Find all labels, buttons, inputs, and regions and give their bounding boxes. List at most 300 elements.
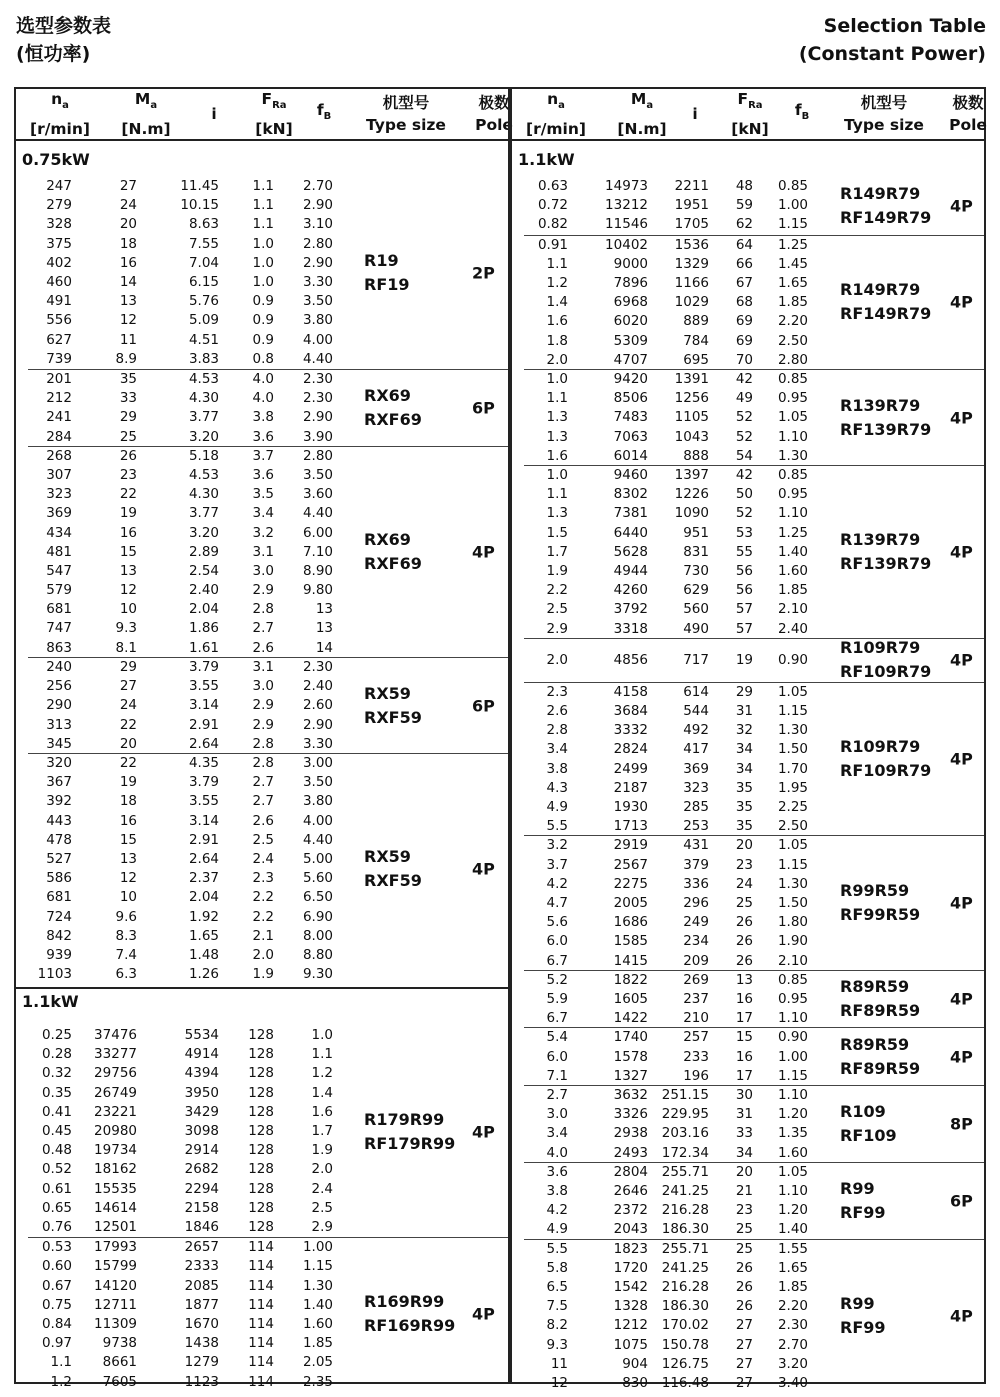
type-size-rf: RF109	[840, 1125, 897, 1145]
cell-fb: 2.05	[302, 1354, 333, 1371]
cell-i: 2.04	[188, 889, 219, 906]
header-fb-subscript: B	[323, 111, 332, 123]
cell-fb: 4.00	[302, 812, 333, 829]
cell-i: 431	[683, 837, 709, 854]
cell-na: 6.7	[546, 952, 568, 969]
cell-ma: 11	[119, 331, 137, 348]
cell-fb: 3.30	[302, 735, 333, 752]
type-size	[840, 879, 920, 927]
group-r149r79-4p	[524, 177, 984, 235]
cell-i: 116.48	[661, 1374, 709, 1391]
cell-fb: 2.35	[302, 1373, 333, 1390]
cell-fra: 2.3	[252, 870, 274, 887]
cell-ma: 14	[119, 273, 137, 290]
cell-fra: 20	[735, 1163, 753, 1180]
cell-na: 8.2	[546, 1317, 568, 1334]
cell-na: 3.4	[546, 1125, 568, 1142]
cell-fra: 2.5	[252, 831, 274, 848]
cell-fra: 57	[735, 620, 753, 637]
cell-ma: 4707	[613, 351, 648, 368]
cell-ma: 3332	[613, 722, 648, 739]
selection-table	[14, 87, 987, 1391]
cell-na: 1.8	[546, 332, 568, 349]
cell-na: 290	[46, 697, 72, 714]
cell-ma: 15799	[94, 1258, 137, 1275]
cell-ma: 1075	[613, 1336, 648, 1353]
cell-fb: 1.10	[777, 1182, 808, 1199]
cell-ma: 1686	[613, 914, 648, 931]
header-fra-subscript: Ra	[748, 100, 763, 112]
type-size-r: R89R59	[840, 977, 910, 997]
cell-fra: 2.8	[252, 735, 274, 752]
group-rx69-4p	[28, 446, 508, 657]
cell-fb: 1.20	[777, 1202, 808, 1219]
cell-i: 888	[683, 447, 709, 464]
cell-fb: 2.20	[777, 1298, 808, 1315]
cell-fra: 1.1	[252, 197, 274, 214]
cell-i: 1329	[674, 255, 709, 272]
group-r169r99-4p	[28, 1237, 508, 1391]
cell-fra: 1.1	[252, 178, 274, 194]
cell-fra: 2.8	[252, 755, 274, 771]
cell-fra: 2.4	[252, 850, 274, 867]
cell-fb: 1.85	[777, 1278, 808, 1295]
cell-fb: 5.60	[302, 870, 333, 887]
title-cn-line2: (恒功率)	[16, 43, 91, 65]
type-size-r: R179R99	[364, 1109, 445, 1129]
cell-na: 1.1	[50, 1354, 72, 1371]
type-size-rf: RF149R79	[840, 304, 932, 324]
type-size-r: R109R79	[840, 638, 921, 658]
cell-fra: 1.0	[252, 235, 274, 252]
cell-fra: 0.9	[252, 312, 274, 329]
group-rx59-4p	[28, 753, 508, 983]
type-size-r: R149R79	[840, 183, 921, 203]
cell-fra: 3.1	[252, 659, 274, 675]
cell-i: 285	[683, 798, 709, 815]
cell-i: 1846	[184, 1218, 219, 1235]
cell-ma: 6020	[613, 313, 648, 330]
cell-i: 1279	[184, 1354, 219, 1371]
cell-i: 379	[683, 856, 709, 873]
header-na-line1	[547, 88, 565, 117]
cell-i: 831	[683, 543, 709, 560]
cell-ma: 29	[119, 409, 137, 426]
cell-ma: 7483	[613, 409, 648, 426]
cell-ma: 15535	[94, 1180, 137, 1197]
cell-na: 1103	[37, 966, 72, 983]
cell-i: 126.75	[661, 1355, 709, 1372]
cell-ma: 9460	[613, 467, 648, 483]
cell-fra: 2.6	[252, 639, 274, 656]
cell-ma: 9420	[613, 371, 648, 387]
cell-i: 3098	[184, 1122, 219, 1139]
group-r99-6p	[524, 1162, 984, 1239]
section-title: 1.1kW	[518, 150, 575, 169]
header-pole	[908, 89, 1000, 139]
cell-i: 3.20	[188, 524, 219, 541]
cell-fra: 26	[735, 1278, 753, 1295]
type-size	[840, 278, 931, 326]
type-size-rf: RF139R79	[840, 553, 932, 573]
cell-na: 0.53	[41, 1239, 72, 1256]
cell-fb: 3.40	[777, 1374, 808, 1391]
cell-i: 2.64	[188, 850, 219, 867]
cell-na: 5.9	[546, 990, 568, 1007]
type-size-rf: RXF69	[364, 553, 422, 573]
type-size	[364, 845, 422, 893]
cell-ma: 11309	[94, 1315, 137, 1332]
cell-fra: 57	[735, 601, 753, 618]
cell-i: 889	[683, 313, 709, 330]
cell-fb: 9.30	[302, 966, 333, 983]
type-size-r: R139R79	[840, 395, 921, 415]
cell-ma: 12	[119, 870, 137, 887]
cell-fb: 2.90	[302, 197, 333, 214]
cell-ma: 13	[119, 562, 137, 579]
cell-ma: 4856	[613, 651, 648, 668]
cell-fb: 2.80	[302, 447, 333, 464]
type-size-rf: RXF69	[364, 409, 422, 429]
cell-fra: 0.8	[252, 350, 274, 367]
cell-na: 0.35	[41, 1084, 72, 1101]
type-size-r: RX69	[364, 529, 411, 549]
cell-i: 7.55	[188, 235, 219, 252]
group-r19-2p	[28, 177, 508, 369]
cell-i: 784	[683, 332, 709, 349]
cell-fra: 1.0	[252, 254, 274, 271]
header-pole-line1	[952, 92, 983, 114]
cell-ma: 29756	[94, 1065, 137, 1082]
cell-na: 2.6	[546, 702, 568, 719]
cell-ma: 6014	[613, 447, 648, 464]
cell-ma: 12	[119, 582, 137, 599]
cell-fra: 114	[248, 1239, 274, 1256]
cell-i: 1.65	[188, 927, 219, 944]
cell-fb: 1.85	[302, 1335, 333, 1352]
cell-fra: 49	[735, 390, 753, 407]
cell-fra: 128	[248, 1122, 274, 1139]
cell-fb: 0.90	[777, 1029, 808, 1046]
pole-value: 6P	[472, 696, 495, 715]
cell-na: 6.0	[546, 933, 568, 950]
cell-fb: 1.05	[777, 837, 808, 854]
cell-na: 369	[46, 505, 72, 522]
section-divider	[16, 987, 508, 989]
title-cn	[16, 12, 111, 68]
cell-na: 1.3	[546, 409, 568, 426]
cell-ma: 2372	[613, 1202, 648, 1219]
cell-fb: 3.90	[302, 428, 333, 445]
group-r109r79-4p	[524, 682, 984, 836]
cell-i: 730	[683, 562, 709, 579]
cell-fb: 3.50	[302, 293, 333, 310]
cell-fb: 2.30	[302, 371, 333, 387]
cell-na: 478	[46, 831, 72, 848]
cell-na: 7.5	[546, 1298, 568, 1315]
cell-i: 2211	[674, 178, 709, 194]
cell-ma: 22	[119, 716, 137, 733]
cell-fra: 16	[735, 1048, 753, 1065]
cell-i: 234	[683, 933, 709, 950]
cell-fra: 2.9	[252, 697, 274, 714]
cell-na: 0.25	[41, 1027, 72, 1043]
cell-fra: 50	[735, 486, 753, 503]
cell-i: 323	[683, 779, 709, 796]
group-r89r59-4p	[524, 970, 984, 1028]
cell-i: 614	[683, 683, 709, 700]
cell-na: 547	[46, 562, 72, 579]
cell-fb: 2.90	[302, 254, 333, 271]
cell-i: 11.45	[180, 178, 219, 194]
cell-na: 747	[46, 620, 72, 637]
cell-na: 4.2	[546, 875, 568, 892]
cell-i: 2333	[184, 1258, 219, 1275]
cell-na: 268	[46, 447, 72, 464]
cell-na: 5.6	[546, 914, 568, 931]
pole-value: 4P	[950, 196, 973, 216]
cell-i: 2.91	[188, 716, 219, 733]
cell-fb: 2.25	[777, 798, 808, 815]
cell-i: 249	[683, 914, 709, 931]
cell-i: 3.55	[188, 793, 219, 810]
cell-fb: 1.15	[777, 856, 808, 873]
type-size	[840, 394, 931, 442]
cell-fb: 3.50	[302, 466, 333, 483]
cell-fb: 1.4	[311, 1084, 333, 1101]
cell-i: 150.78	[661, 1336, 709, 1353]
cell-i: 5.76	[188, 293, 219, 310]
pole-value: 4P	[950, 1047, 973, 1067]
cell-ma: 29	[119, 659, 137, 675]
cell-fra: 2.1	[252, 927, 274, 944]
cell-na: 1.3	[546, 505, 568, 522]
cell-ma: 22	[119, 486, 137, 503]
cell-i: 3.77	[188, 409, 219, 426]
cell-na: 402	[46, 254, 72, 271]
pole-value: 4P	[950, 542, 973, 562]
cell-fb: 1.00	[777, 1048, 808, 1065]
cell-i: 1.48	[188, 946, 219, 963]
cell-fra: 59	[735, 197, 753, 214]
cell-fb: 6.50	[302, 889, 333, 906]
type-size-rf: RF179R99	[364, 1133, 456, 1153]
header-na-subscript: a	[62, 100, 69, 112]
cell-na: 0.82	[537, 216, 568, 233]
cell-fra: 26	[735, 914, 753, 931]
cell-fra: 3.1	[252, 543, 274, 560]
cell-fb: 2.30	[777, 1317, 808, 1334]
cell-ma: 1327	[613, 1067, 648, 1084]
cell-i: 951	[683, 524, 709, 541]
cell-fb: 3.20	[777, 1355, 808, 1372]
cell-fb: 2.4	[311, 1180, 333, 1197]
cell-fra: 2.7	[252, 774, 274, 791]
cell-fra: 27	[735, 1355, 753, 1372]
cell-na: 0.45	[41, 1122, 72, 1139]
cell-fra: 3.7	[252, 447, 274, 464]
cell-na: 284	[46, 428, 72, 445]
header-ma-text: M	[134, 90, 151, 109]
cell-ma: 7896	[613, 274, 648, 291]
cell-na: 939	[46, 946, 72, 963]
cell-i: 6.15	[188, 273, 219, 290]
cell-fra: 67	[735, 274, 753, 291]
cell-na: 6.5	[546, 1278, 568, 1295]
header-na-line1	[51, 88, 69, 117]
cell-fra: 69	[735, 313, 753, 330]
header-type-text: Type size	[844, 116, 924, 134]
cell-ma: 904	[622, 1355, 648, 1372]
cell-na: 1.3	[546, 428, 568, 445]
cell-fb: 2.0	[311, 1161, 333, 1178]
cell-fra: 114	[248, 1335, 274, 1352]
cell-na: 0.52	[41, 1161, 72, 1178]
cell-na: 527	[46, 850, 72, 867]
cell-fra: 128	[248, 1180, 274, 1197]
cell-fra: 1.1	[252, 216, 274, 233]
cell-ma: 20	[119, 216, 137, 233]
header-na-subscript: a	[558, 100, 565, 112]
cell-ma: 12711	[94, 1296, 137, 1313]
cell-ma: 26749	[94, 1084, 137, 1101]
cell-i: 2.91	[188, 831, 219, 848]
type-size	[840, 1177, 886, 1225]
cell-i: 7.04	[188, 254, 219, 271]
cell-ma: 1422	[613, 1010, 648, 1027]
cell-fra: 27	[735, 1374, 753, 1391]
cell-fra: 35	[735, 779, 753, 796]
cell-fra: 26	[735, 1259, 753, 1276]
cell-na: 323	[46, 486, 72, 503]
cell-fb: 1.50	[777, 894, 808, 911]
cell-fra: 128	[248, 1218, 274, 1235]
cell-na: 1.0	[546, 371, 568, 387]
cell-fb: 1.30	[777, 875, 808, 892]
cell-ma: 16	[119, 524, 137, 541]
cell-fb: 1.95	[777, 779, 808, 796]
cell-na: 3.6	[546, 1163, 568, 1180]
cell-na: 579	[46, 582, 72, 599]
header-ma-text: [N.m]	[617, 119, 667, 138]
cell-i: 3.20	[188, 428, 219, 445]
cell-fb: 13	[315, 601, 333, 618]
cell-na: 5.2	[546, 971, 568, 988]
cell-na: 1.6	[546, 447, 568, 464]
cell-fb: 3.30	[302, 273, 333, 290]
cell-fb: 2.40	[777, 620, 808, 637]
left-column	[16, 89, 513, 1390]
cell-i: 2294	[184, 1180, 219, 1197]
cell-na: 556	[46, 312, 72, 329]
cell-i: 209	[683, 952, 709, 969]
cell-fra: 55	[735, 543, 753, 560]
cell-na: 9.3	[546, 1336, 568, 1353]
cell-ma: 26	[119, 447, 137, 464]
cell-i: 490	[683, 620, 709, 637]
cell-na: 12	[550, 1374, 568, 1391]
cell-fra: 54	[735, 447, 753, 464]
cell-na: 247	[46, 178, 72, 194]
cell-i: 5534	[184, 1027, 219, 1043]
header-pole-text: Pole	[475, 116, 513, 134]
cell-fra: 62	[735, 216, 753, 233]
cell-fb: 2.10	[777, 952, 808, 969]
cell-fb: 1.9	[311, 1142, 333, 1159]
cell-ma: 2646	[613, 1182, 648, 1199]
cell-fb: 2.70	[777, 1336, 808, 1353]
cell-i: 210	[683, 1010, 709, 1027]
cell-na: 2.3	[546, 683, 568, 700]
cell-fra: 17	[735, 1067, 753, 1084]
cell-fb: 2.90	[302, 716, 333, 733]
type-size-r: R99	[840, 1178, 875, 1198]
cell-fb: 8.00	[302, 927, 333, 944]
cell-fra: 27	[735, 1317, 753, 1334]
type-size-r: R139R79	[840, 529, 921, 549]
cell-na: 3.8	[546, 1182, 568, 1199]
cell-fb: 2.20	[777, 313, 808, 330]
cell-ma: 5309	[613, 332, 648, 349]
group-rx59-6p	[28, 657, 508, 753]
cell-fra: 35	[735, 818, 753, 835]
cell-na: 375	[46, 235, 72, 252]
type-size-r: R149R79	[840, 280, 921, 300]
cell-fb: 4.40	[302, 350, 333, 367]
cell-i: 629	[683, 582, 709, 599]
cell-i: 4.30	[188, 390, 219, 407]
cell-ma: 1713	[613, 818, 648, 835]
type-size-rf: RXF59	[364, 870, 422, 890]
cell-na: 1.6	[546, 313, 568, 330]
cell-ma: 33	[119, 390, 137, 407]
cell-na: 345	[46, 735, 72, 752]
header-i-text: i	[692, 105, 698, 123]
cell-fb: 3.50	[302, 774, 333, 791]
type-size-rf: RF89R59	[840, 1001, 921, 1021]
cell-fra: 31	[735, 702, 753, 719]
cell-na: 3.7	[546, 856, 568, 873]
type-size-rf: RF99	[840, 1202, 886, 1222]
cell-ma: 3326	[613, 1106, 648, 1123]
cell-fra: 19	[735, 651, 753, 668]
cell-fra: 128	[248, 1103, 274, 1120]
cell-i: 1123	[184, 1373, 219, 1390]
cell-i: 255.71	[661, 1163, 709, 1180]
cell-i: 257	[683, 1029, 709, 1046]
cell-i: 4394	[184, 1065, 219, 1082]
header-type-text: 机型号	[860, 94, 908, 112]
cell-fb: 8.80	[302, 946, 333, 963]
type-size	[364, 384, 422, 432]
cell-i: 1.86	[188, 620, 219, 637]
cell-fb: 1.15	[777, 702, 808, 719]
cell-fra: 29	[735, 683, 753, 700]
cell-ma: 2938	[613, 1125, 648, 1142]
cell-i: 3.14	[188, 697, 219, 714]
cell-na: 1.2	[50, 1373, 72, 1390]
header-type-text: 机型号	[382, 94, 430, 112]
cell-ma: 2005	[613, 894, 648, 911]
group-r109-8p	[524, 1085, 984, 1162]
cell-fra: 3.5	[252, 486, 274, 503]
cell-fb: 9.80	[302, 582, 333, 599]
cell-na: 1.0	[546, 467, 568, 483]
cell-ma: 2824	[613, 741, 648, 758]
cell-ma: 6440	[613, 524, 648, 541]
pole-value: 4P	[950, 408, 973, 427]
cell-fra: 2.6	[252, 812, 274, 829]
